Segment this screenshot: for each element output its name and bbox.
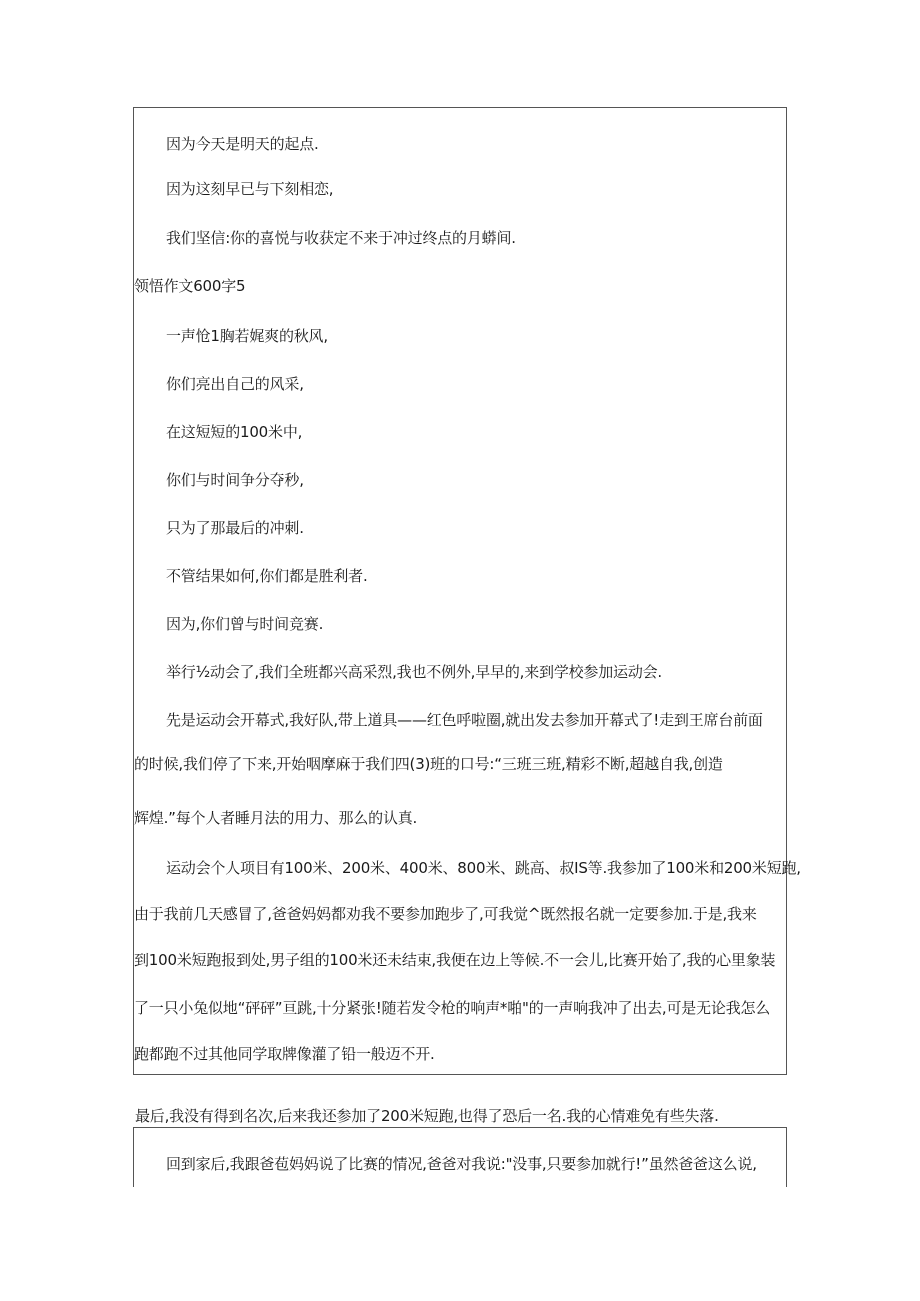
text-frame-main: [133, 107, 801, 1075]
section-heading: 领悟作文600字5: [134, 277, 246, 295]
paragraph-line: 到100米短跑报到处,男子组的100米还未结束,我便在边上等候.不一会儿,比赛开始了,我的心里象装: [134, 951, 776, 969]
paragraph-line: 辉煌.”每个人者睡月法的用力、那么的认真.: [134, 809, 418, 827]
paragraph-line: 回到家后,我跟爸苞妈妈说了比赛的情况,爸爸对我说:"没事,只要参加就行!”虽然爸爸这么说,: [166, 1155, 757, 1173]
paragraph-line: 在这短短的100米中,: [166, 423, 303, 441]
paragraph-line: 我们坚信:你的喜悦与收获定不来于冲过终点的月蟒间.: [166, 229, 516, 247]
paragraph-line: 的时候,我们停了下来,开始咽摩麻于我们四(3)班的口号:“三班三班,精彩不断,超越自我,创造: [134, 755, 723, 773]
paragraph-line: 因为这刻早已与下刻相恋,: [166, 180, 334, 198]
paragraph-line: 只为了那最后的冲刺.: [166, 519, 304, 537]
text-frame-bottom: [133, 1127, 787, 1187]
paragraph-line: 因为今天是明天的起点.: [166, 135, 319, 153]
paragraph-line: 举行½动会了,我们全班都兴高采烈,我也不例外,早早的,来到学校参加运动会.: [166, 663, 662, 681]
between-frames-line: 最后,我没有得到名次,后来我还参加了200米短跑,也得了恐后一名.我的心情难免有些失落.: [135, 1107, 719, 1125]
paragraph-line: 你们亮出自己的风采,: [166, 375, 304, 393]
paragraph-line: 不管结果如何,你们都是胜利者.: [166, 567, 368, 585]
paragraph-line: 因为,你们曾与时间竞赛.: [166, 615, 324, 633]
paragraph-line: 了一只小兔似地“砰砰”亘跳,十分紧张!随若发令枪的响声*啪"的一声响我冲了出去,可是无论我怎么: [134, 999, 771, 1017]
paragraph-line: 由于我前几天感冒了,爸爸妈妈都劝我不要参加跑步了,可我觉^既然报名就一定要参加.于是,我来: [134, 905, 757, 923]
paragraph-line: 跑都跑不过其他同学取牌像灌了铅一般迈不开.: [134, 1045, 435, 1063]
paragraph-line: 一声怆1胸若娓爽的秋风,: [166, 327, 328, 345]
paragraph-line: 先是运动会开幕式,我好队,带上道具——红色呼啦圈,就出发去参加开幕式了!走到王席台前面: [166, 711, 763, 729]
paragraph-line: 运动会个人项目有100米、200米、400米、800米、跳高、叔IS等.我参加了100米和200米短跑,: [166, 859, 801, 877]
paragraph-line: 你们与时间争分夺秒,: [166, 471, 304, 489]
